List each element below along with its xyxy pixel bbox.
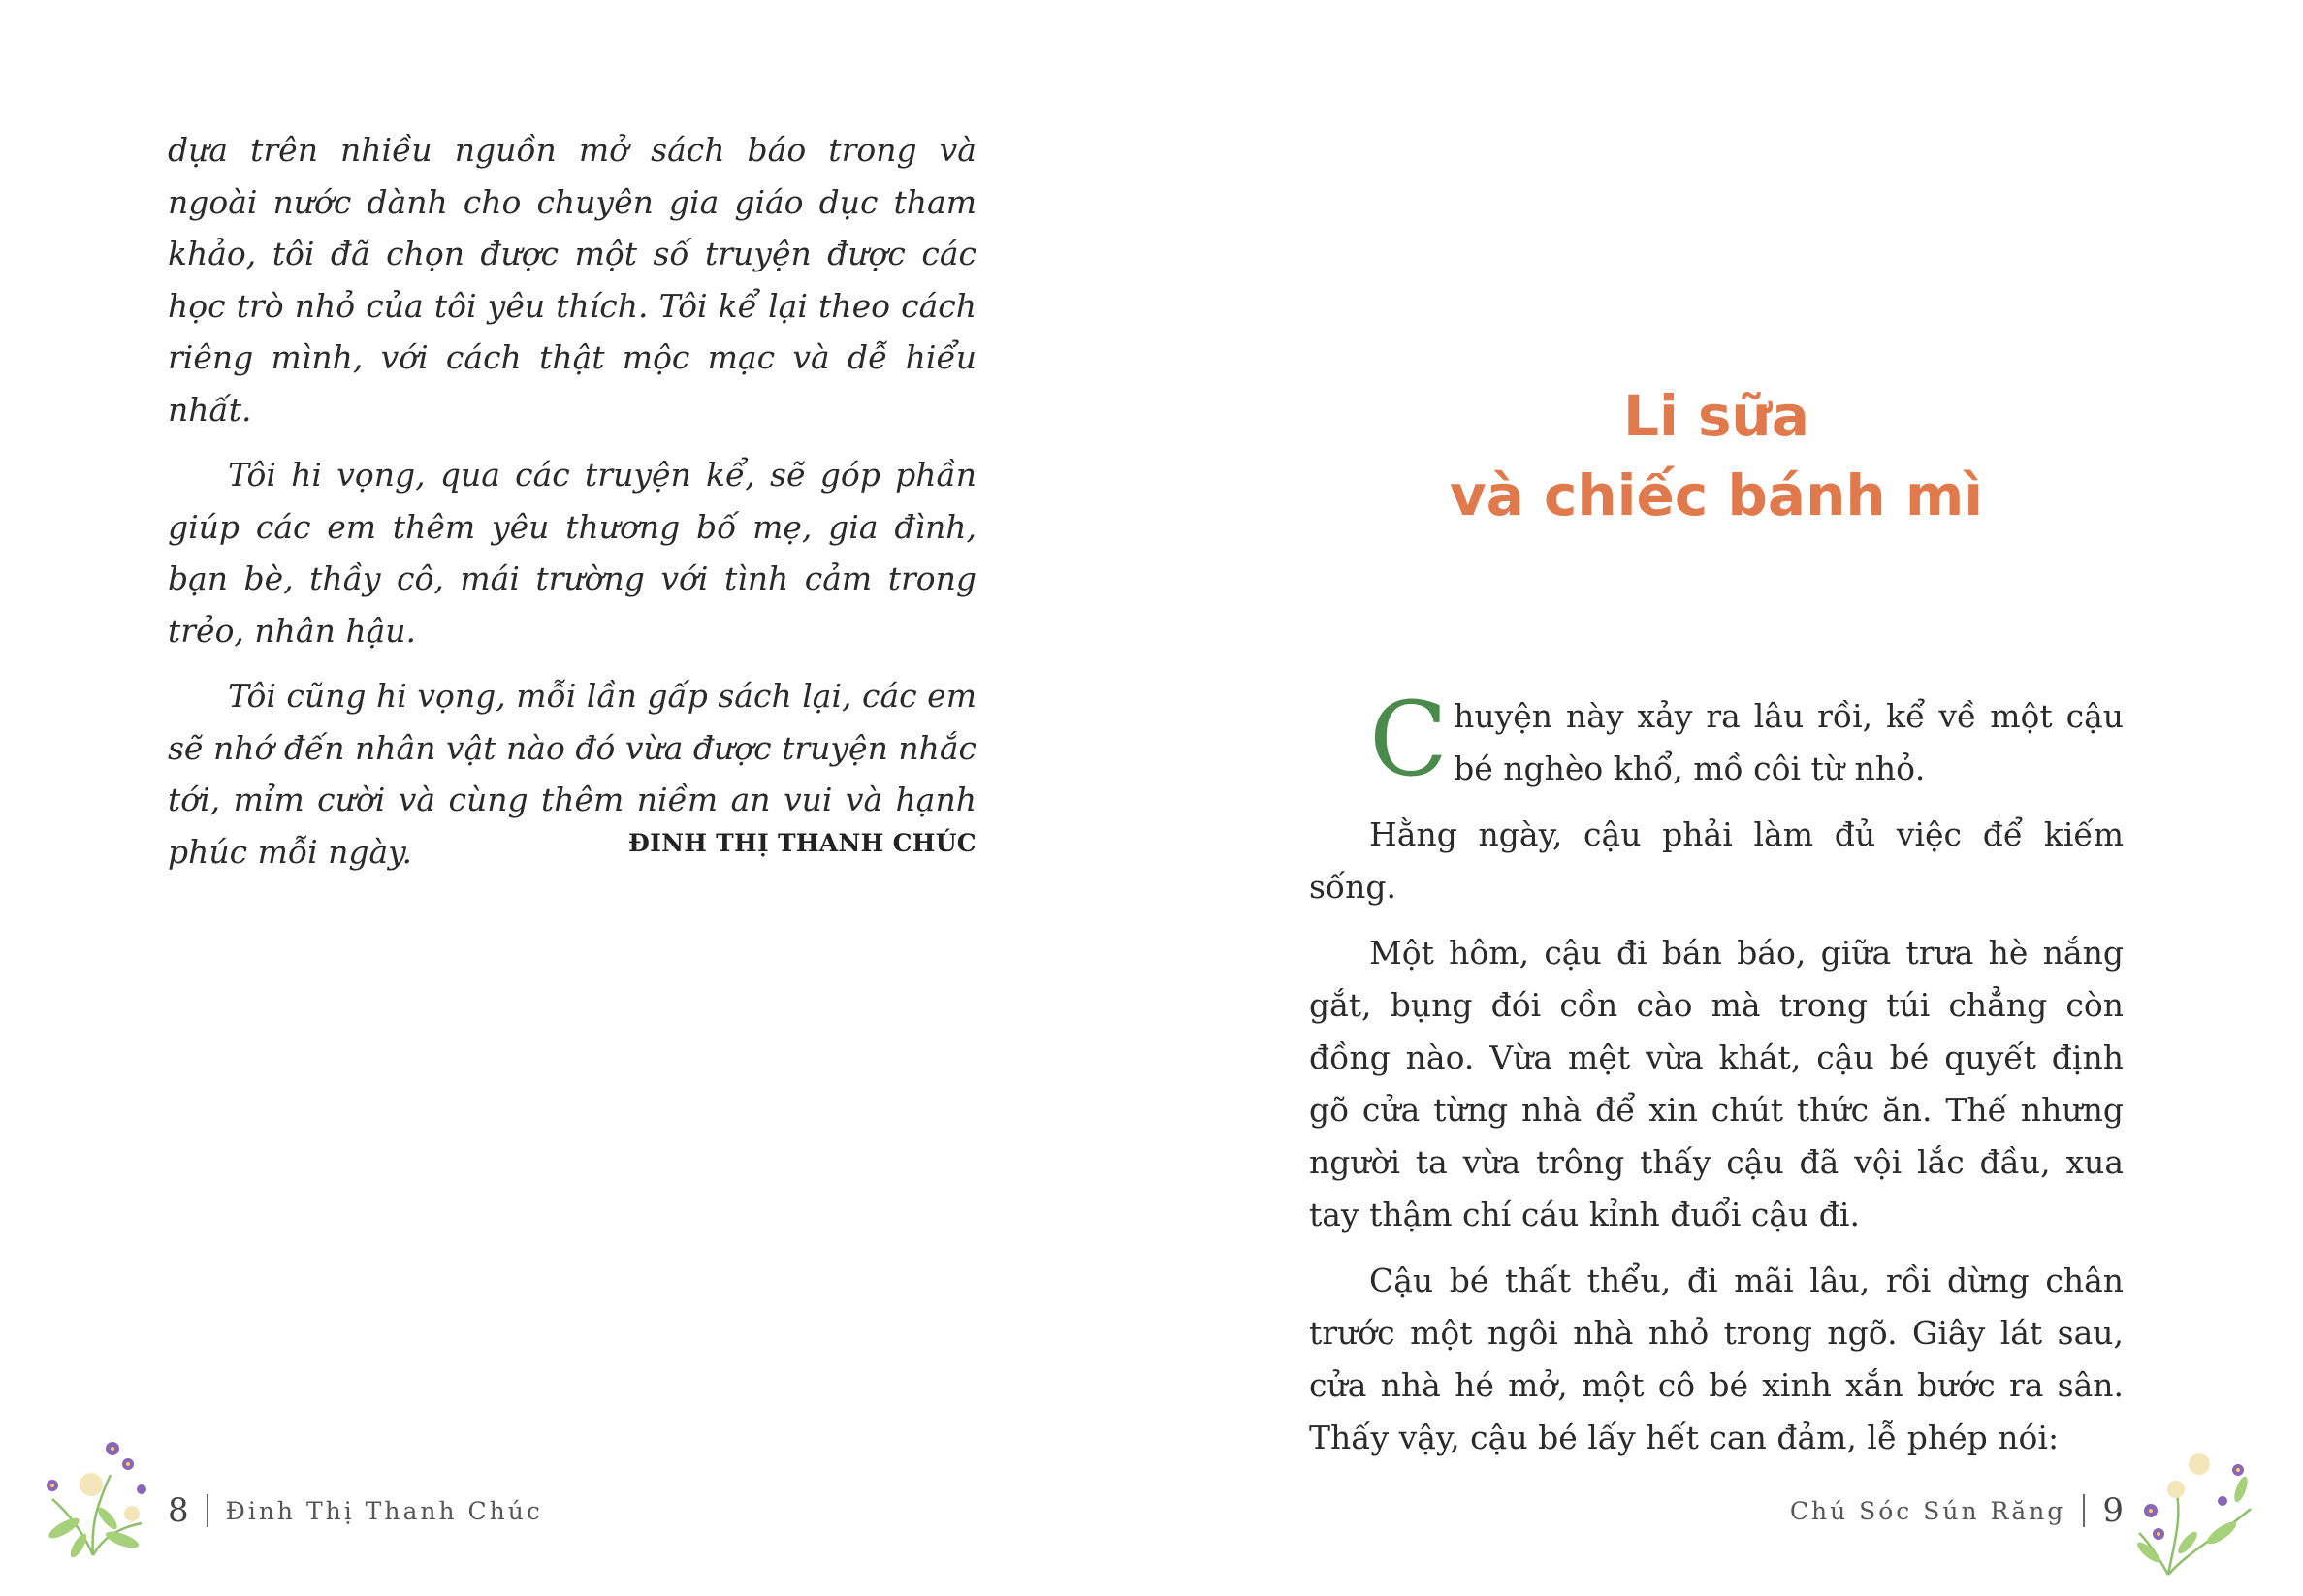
story-title-line-1: Li sữa bbox=[1623, 383, 1809, 449]
flower-sprig-icon bbox=[35, 1431, 161, 1557]
author-signature: ĐINH THỊ THANH CHÚC bbox=[627, 829, 976, 857]
story-title-line-2: và chiếc bánh mì bbox=[1449, 463, 1984, 528]
drop-cap: C bbox=[1369, 680, 1449, 799]
left-page-text bbox=[168, 124, 976, 891]
right-paragraph-3: Một hôm, cậu đi bán báo, giữa trưa hè nắng gắt, bụng đói cồn cào mà trong túi chẳng còn đồng nào. Vừa mệt vừa khát, cậu bé quyết định gõ cửa từng nhà để xin chút thức ăn. Thế nhưng người ta vừa trông thấy cậu đã vội lắc đầu, xua tay thậm chí cáu kỉnh đuổi cậu đi. bbox=[1309, 934, 2124, 1233]
left-paragraph-1: dựa trên nhiều nguồn mở sách báo trong và ngoài nước dành cho chuyên gia giáo dục tham khảo, tôi đã chọn được một số truyện được các học trò nhỏ của tôi yêu thích. Tôi kể lại theo cách riêng mình, với cách thật mộc mạc và dễ hiểu nhất. bbox=[168, 131, 976, 429]
left-paragraph-2: Tôi hi vọng, qua các truyện kể, sẽ góp phần giúp các em thêm yêu thương bố mẹ, gia đình, bạn bè, thầy cô, mái trường với tình cảm trong trẻo, nhân hậu. bbox=[168, 456, 976, 650]
right-paragraph-1 bbox=[1309, 680, 2124, 799]
footer-separator bbox=[207, 1494, 208, 1527]
page-number: 9 bbox=[2102, 1491, 2124, 1530]
right-paragraph-1-text: huyện này xảy ra lâu rồi, kể về một cậu bé nghèo khổ, mồ côi từ nhỏ. bbox=[1454, 697, 2124, 787]
right-paragraph-2: Hằng ngày, cậu phải làm đủ việc để kiếm sống. bbox=[1309, 815, 2124, 906]
flower-sprig-icon bbox=[2129, 1451, 2265, 1577]
story-title bbox=[1309, 376, 2124, 535]
right-paragraph-4: Cậu bé thất thểu, đi mãi lâu, rồi dừng chân trước một ngôi nhà nhỏ trong ngõ. Giây lát sau, cửa nhà hé mở, một cô bé xinh xắn bước ra sân. Thấy vậy, cậu bé lấy hết can đảm, lễ phép nói: bbox=[1309, 1261, 2124, 1456]
footer-book-title: Chú Sóc Sún Răng bbox=[1789, 1496, 2066, 1525]
footer-author-name: Đinh Thị Thanh Chúc bbox=[225, 1496, 543, 1525]
left-footer bbox=[168, 1491, 543, 1530]
left-paragraph-3: Tôi cũng hi vọng, mỗi lần gấp sách lại, các em sẽ nhớ đến nhân vật nào đó vừa được truyện nhắc tới, mỉm cười và cùng thêm niềm an vui và hạnh phúc mỗi ngày. bbox=[168, 677, 976, 871]
right-footer bbox=[1790, 1491, 2124, 1530]
left-page bbox=[0, 0, 1151, 1596]
page-number: 8 bbox=[168, 1491, 189, 1530]
footer-separator bbox=[2083, 1494, 2085, 1527]
right-page-text bbox=[1309, 680, 2124, 1478]
